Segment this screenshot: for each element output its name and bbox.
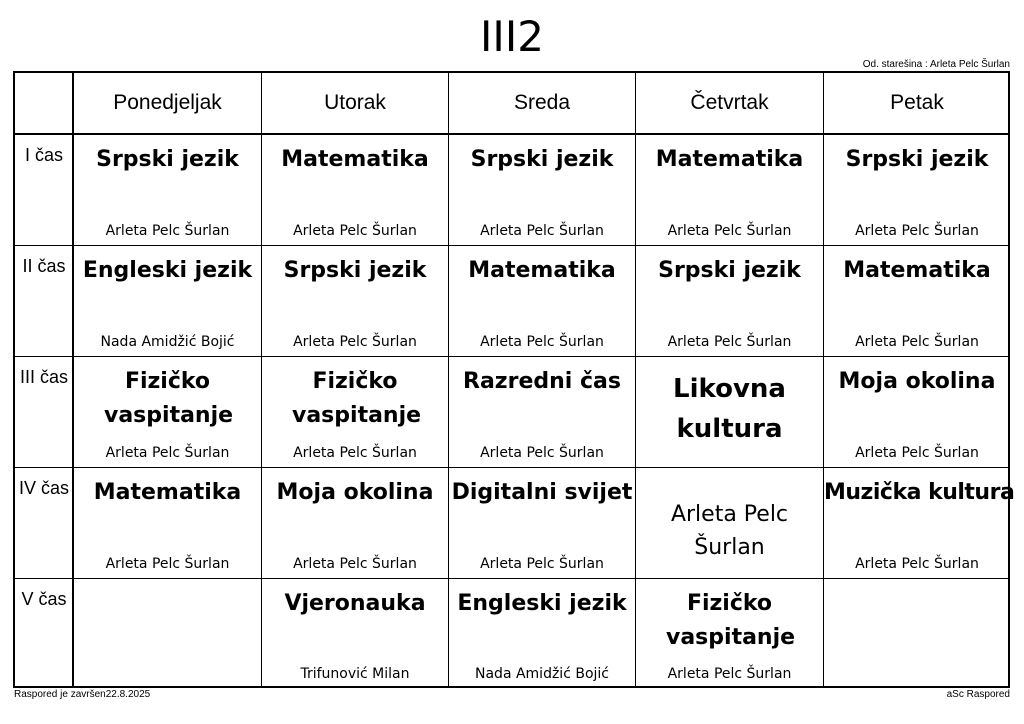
- subject-name: Srpski jezik: [845, 147, 989, 172]
- lesson-cell: [824, 357, 1010, 467]
- teacher-name: Arleta Pelc Šurlan: [293, 334, 417, 350]
- period-label-1: I čas: [24, 145, 63, 165]
- day-header-wednesday: Sreda: [513, 91, 571, 114]
- lesson-cell: [824, 468, 1015, 578]
- homeroom-teacher: Od. starešina : Arleta Pelc Šurlan: [862, 59, 1010, 70]
- teacher-name: Arleta Pelc Šurlan: [105, 445, 230, 461]
- subject-name: Fizičko vaspitanje: [292, 369, 422, 428]
- lesson-cell: [262, 135, 448, 245]
- lesson-cell: [636, 579, 823, 688]
- lesson-cell: [636, 246, 823, 356]
- lesson-cell: [824, 135, 1010, 245]
- subject-name: Engleski jezik: [82, 258, 253, 283]
- lesson-cell: [449, 468, 635, 578]
- subject-name: Matematika: [843, 258, 991, 283]
- subject-name: Vjeronauka: [284, 591, 426, 616]
- teacher-name: Arleta Pelc Šurlan: [480, 445, 604, 461]
- subject-name: Engleski jezik: [457, 591, 627, 616]
- day-header-tuesday: Utorak: [324, 91, 386, 114]
- lesson-cell: [262, 579, 448, 688]
- teacher-name: Arleta Pelc Šurlan: [480, 223, 604, 239]
- teacher-name: Arleta Pelc Šurlan: [855, 556, 979, 572]
- subject-name: Srpski jezik: [658, 258, 801, 283]
- teacher-name: Arleta Pelc Šurlan: [667, 666, 792, 682]
- teacher-name: Arleta Pelc Šurlan: [293, 445, 417, 461]
- lesson-cell: [74, 135, 261, 245]
- subject-name: Digitalni svijet: [451, 480, 633, 505]
- period-label-5: V čas: [21, 589, 67, 609]
- subject-name: Srpski jezik: [283, 258, 427, 283]
- subject-name: Likovna kultura: [673, 374, 786, 444]
- software-credit: aSc Raspored: [946, 689, 1010, 700]
- class-title: III2: [480, 12, 544, 61]
- subject-name: Matematika: [281, 147, 429, 172]
- day-header-thursday: Četvrtak: [690, 91, 769, 114]
- teacher-name: Trifunović Milan: [300, 666, 410, 682]
- teacher-name: Arleta Pelc Šurlan: [293, 556, 417, 572]
- period-label-3: III čas: [19, 367, 68, 387]
- lesson-cell: [449, 246, 635, 356]
- teacher-name: Arleta Pelc Šurlan: [480, 556, 604, 572]
- subject-name: Moja okolina: [276, 480, 434, 505]
- lesson-cell: [449, 579, 635, 688]
- subject-name: Fizičko vaspitanje: [666, 591, 796, 650]
- lesson-cell: [74, 357, 261, 467]
- teacher-name: Arleta Pelc Šurlan: [855, 223, 979, 239]
- lesson-cell: [449, 357, 635, 467]
- lesson-cell: [74, 468, 261, 578]
- lesson-cell: [262, 246, 448, 356]
- subject-name: Srpski jezik: [96, 147, 239, 172]
- teacher-name: Arleta Pelc Šurlan: [105, 556, 230, 572]
- teacher-name: Arleta Pelc Šurlan: [667, 334, 792, 350]
- teacher-name: Arleta Pelc Šurlan: [480, 334, 604, 350]
- lesson-cell: [636, 135, 823, 245]
- teacher-name: Arleta Pelc Šurlan: [670, 502, 789, 560]
- lesson-cell: [262, 468, 448, 578]
- day-header-friday: Petak: [890, 91, 944, 114]
- subject-name: Fizičko vaspitanje: [104, 369, 234, 428]
- teacher-name: Arleta Pelc Šurlan: [293, 223, 417, 239]
- subject-name: Razredni čas: [463, 369, 621, 394]
- teacher-name: Nada Amidžić Bojić: [100, 334, 235, 350]
- timetable-grid: [13, 71, 1015, 688]
- period-label-4: IV čas: [18, 478, 70, 498]
- subject-name: Matematika: [468, 258, 616, 283]
- subject-name: Muzička kultura: [824, 480, 1015, 505]
- teacher-name: Arleta Pelc Šurlan: [855, 445, 979, 461]
- lesson-cell-double: [636, 357, 823, 578]
- completion-note: Raspored je završen22.8.2025: [14, 689, 151, 700]
- teacher-name: Arleta Pelc Šurlan: [667, 223, 792, 239]
- lesson-cell: [262, 357, 448, 467]
- subject-name: Matematika: [93, 480, 242, 505]
- subject-name: Moja okolina: [838, 369, 996, 394]
- period-label-2: II čas: [22, 256, 66, 276]
- lesson-cell: [74, 246, 261, 356]
- teacher-name: Arleta Pelc Šurlan: [855, 334, 979, 350]
- teacher-name: Nada Amidžić Bojić: [475, 666, 609, 682]
- lesson-cell: [449, 135, 635, 245]
- subject-name: Matematika: [655, 147, 804, 172]
- day-header-monday: Ponedjeljak: [113, 91, 222, 114]
- lesson-cell: [824, 246, 1010, 356]
- teacher-name: Arleta Pelc Šurlan: [105, 223, 230, 239]
- subject-name: Srpski jezik: [470, 147, 614, 172]
